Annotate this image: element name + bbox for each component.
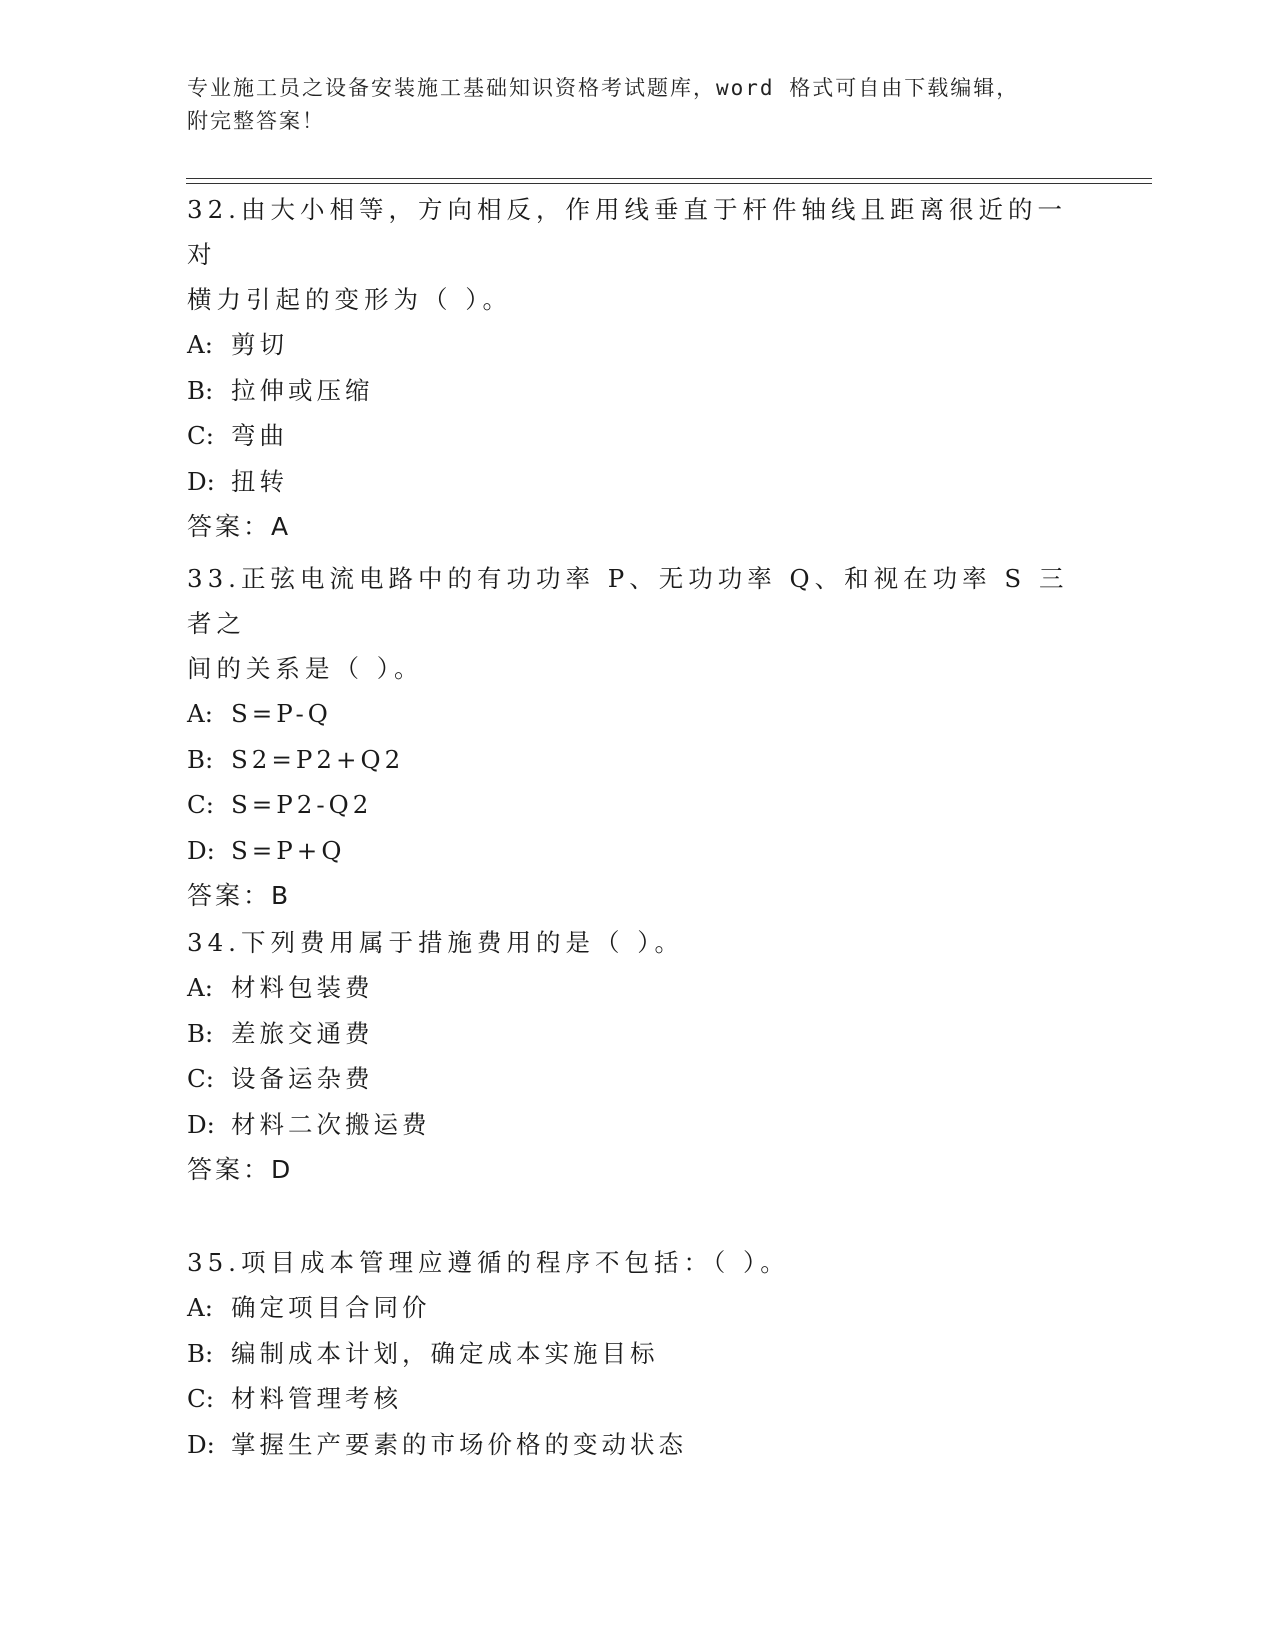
option-text: 材料二次搬运费 [231,1109,431,1139]
answer-line: 答案：A [187,512,292,541]
option-c [187,413,1087,459]
option-b [187,1331,1087,1377]
option-letter: C: [187,1064,215,1093]
option-text: 扭转 [231,466,288,496]
question-stem: 35.项目成本管理应遵循的程序不包括：（ ）。 [187,1248,790,1277]
option-text: S=P2-Q2 [231,790,373,819]
option-text: 掌握生产要素的市场价格的变动状态 [231,1429,687,1459]
option-letter: A: [187,330,213,359]
option-letter: B: [187,375,214,405]
option-b [187,368,1087,414]
option-letter: C: [187,1384,215,1413]
option-a [187,691,1087,737]
option-letter: D: [187,1109,215,1139]
option-text: 弯曲 [231,421,288,450]
option-text: 材料包装费 [231,973,374,1002]
option-text: 材料管理考核 [231,1384,402,1413]
option-letter: D: [187,835,215,865]
option-a [187,1285,1087,1331]
option-text: 剪切 [231,330,288,359]
option-d [187,828,1087,874]
question-34 [187,920,1087,1192]
option-text: 编制成本计划，确定成本实施目标 [231,1338,659,1368]
option-letter: A: [187,973,213,1002]
option-letter: D: [187,1429,215,1459]
option-letter: A: [187,699,213,728]
question-stem-continued: 横力引起的变形为（ ）。 [187,285,513,314]
question-33 [187,556,1087,918]
option-text: S=P+Q [231,835,346,865]
option-c [187,1376,1087,1422]
option-text: 拉伸或压缩 [231,375,374,405]
document-header [187,72,1087,138]
option-text: S2=P2+Q2 [231,744,405,774]
option-text: 差旅交通费 [231,1018,374,1048]
option-b [187,1011,1087,1057]
option-b [187,737,1087,783]
question-stem: 32.由大小相等，方向相反，作用线垂直于杆件轴线且距离很近的一对 [187,195,1067,269]
option-a [187,322,1087,368]
option-letter: C: [187,421,215,450]
answer-line: 答案：D [187,1155,294,1184]
option-text: 设备运杂费 [231,1064,374,1093]
option-d [187,459,1087,505]
option-letter: B: [187,1338,214,1368]
question-stem-continued: 间的关系是（ ）。 [187,654,424,683]
question-35 [187,1240,1087,1467]
option-letter: B: [187,744,214,774]
question-stem: 34.下列费用属于措施费用的是（ ）。 [187,928,684,957]
question-stem: 33.正弦电流电路中的有功功率 P、无功功率 Q、和视在功率 S 三者之 [187,564,1069,638]
header-line-2: 附完整答案！ [187,109,325,133]
option-c [187,782,1087,828]
option-text: 确定项目合同价 [231,1293,431,1322]
option-letter: C: [187,790,215,819]
answer-line: 答案：B [187,881,292,910]
header-line-1: 专业施工员之设备安装施工基础知识资格考试题库，word 格式可自由下载编辑， [187,76,1020,100]
header-divider-top [186,178,1152,179]
question-32 [187,187,1087,549]
option-letter: A: [187,1293,213,1322]
option-letter: B: [187,1018,214,1048]
header-divider-bottom [186,183,1152,184]
option-a [187,965,1087,1011]
option-text: S=P-Q [231,699,332,728]
option-d [187,1422,1087,1468]
option-letter: D: [187,466,215,496]
option-d [187,1102,1087,1148]
option-c [187,1056,1087,1102]
